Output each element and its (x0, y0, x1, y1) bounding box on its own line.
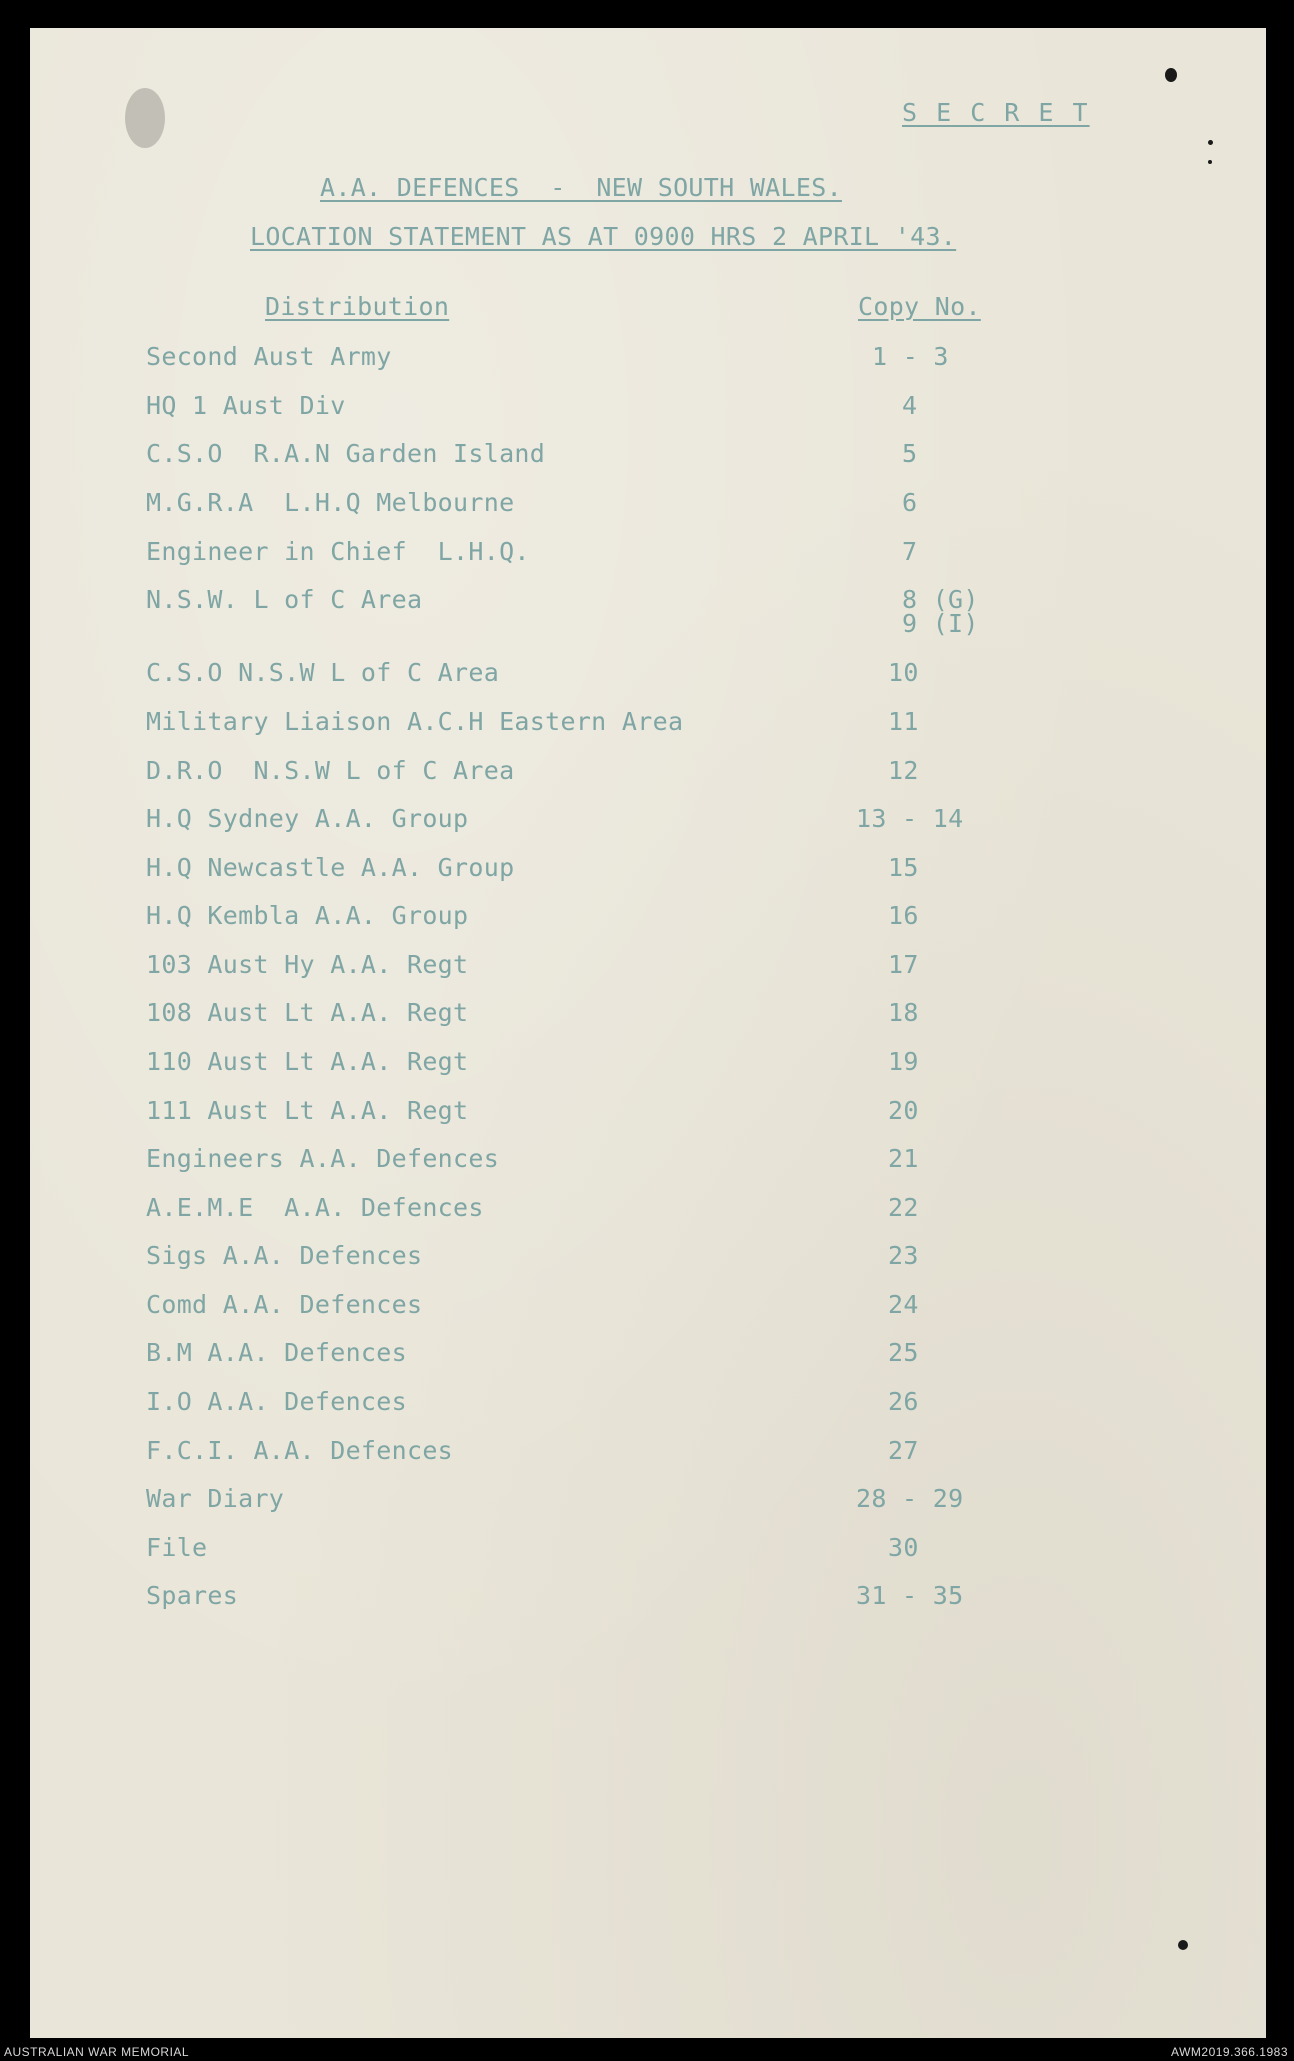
recipient-name: HQ 1 Aust Div (146, 391, 346, 420)
recipient-name: 111 Aust Lt A.A. Regt (146, 1096, 469, 1125)
copy-number: 4 (902, 391, 918, 420)
recipient-name: File (146, 1533, 208, 1562)
recipient-name: C.S.O N.S.W L of C Area (146, 658, 500, 687)
copy-number: 16 (888, 901, 919, 930)
classification-marking: S E C R E T (902, 98, 1090, 127)
footer-institution-label: AUSTRALIAN WAR MEMORIAL (4, 2045, 190, 2059)
recipient-name: Second Aust Army (146, 342, 392, 371)
recipient-name: Sigs A.A. Defences (146, 1241, 423, 1270)
copy-number-secondary: 9 (I) (902, 609, 979, 638)
recipient-name: I.O A.A. Defences (146, 1387, 407, 1416)
copy-number: 8 (G) (902, 585, 979, 614)
copy-number: 28 - 29 (856, 1484, 964, 1513)
recipient-name: Comd A.A. Defences (146, 1290, 423, 1319)
recipient-name: H.Q Kembla A.A. Group (146, 901, 469, 930)
recipient-name: 108 Aust Lt A.A. Regt (146, 998, 469, 1027)
copy-number: 11 (888, 707, 919, 736)
column-header-distribution: Distribution (265, 292, 450, 321)
recipient-name: B.M A.A. Defences (146, 1338, 407, 1367)
footer-accession-number: AWM2019.366.1983 (1171, 2045, 1288, 2059)
punch-hole (1208, 140, 1213, 145)
recipient-name: 103 Aust Hy A.A. Regt (146, 950, 469, 979)
copy-number: 27 (888, 1436, 919, 1465)
recipient-name: Engineers A.A. Defences (146, 1144, 500, 1173)
copy-number: 5 (902, 439, 918, 468)
paper-damage (125, 88, 165, 148)
copy-number: 6 (902, 488, 918, 517)
copy-number: 23 (888, 1241, 919, 1270)
copy-number: 18 (888, 998, 919, 1027)
recipient-name: Spares (146, 1581, 239, 1610)
document-page (30, 28, 1266, 2038)
copy-number: 24 (888, 1290, 919, 1319)
punch-hole (1178, 1940, 1188, 1950)
punch-hole (1165, 68, 1177, 82)
copy-number: 21 (888, 1144, 919, 1173)
copy-number: 30 (888, 1533, 919, 1562)
recipient-name: H.Q Sydney A.A. Group (146, 804, 469, 833)
copy-number: 26 (888, 1387, 919, 1416)
copy-number: 25 (888, 1338, 919, 1367)
copy-number: 31 - 35 (856, 1581, 964, 1610)
copy-number: 20 (888, 1096, 919, 1125)
recipient-name: F.C.I. A.A. Defences (146, 1436, 454, 1465)
column-header-copy-no: Copy No. (858, 292, 981, 321)
copy-number: 1 - 3 (872, 342, 949, 371)
document-subtitle: LOCATION STATEMENT AS AT 0900 HRS 2 APRIL '43. (250, 222, 957, 251)
copy-number: 19 (888, 1047, 919, 1076)
recipient-name: Engineer in Chief L.H.Q. (146, 537, 530, 566)
recipient-name: C.S.O R.A.N Garden Island (146, 439, 546, 468)
copy-number: 7 (902, 537, 918, 566)
recipient-name: N.S.W. L of C Area (146, 585, 423, 614)
recipient-name: 110 Aust Lt A.A. Regt (146, 1047, 469, 1076)
copy-number: 15 (888, 853, 919, 882)
document-title: A.A. DEFENCES - NEW SOUTH WALES. (320, 173, 842, 202)
copy-number: 10 (888, 658, 919, 687)
copy-number: 13 - 14 (856, 804, 964, 833)
copy-number: 22 (888, 1193, 919, 1222)
recipient-name: Military Liaison A.C.H Eastern Area (146, 707, 684, 736)
recipient-name: H.Q Newcastle A.A. Group (146, 853, 515, 882)
recipient-name: D.R.O N.S.W L of C Area (146, 756, 515, 785)
recipient-name: War Diary (146, 1484, 285, 1513)
copy-number: 12 (888, 756, 919, 785)
recipient-name: A.E.M.E A.A. Defences (146, 1193, 484, 1222)
copy-number: 17 (888, 950, 919, 979)
recipient-name: M.G.R.A L.H.Q Melbourne (146, 488, 515, 517)
punch-hole (1208, 160, 1212, 164)
